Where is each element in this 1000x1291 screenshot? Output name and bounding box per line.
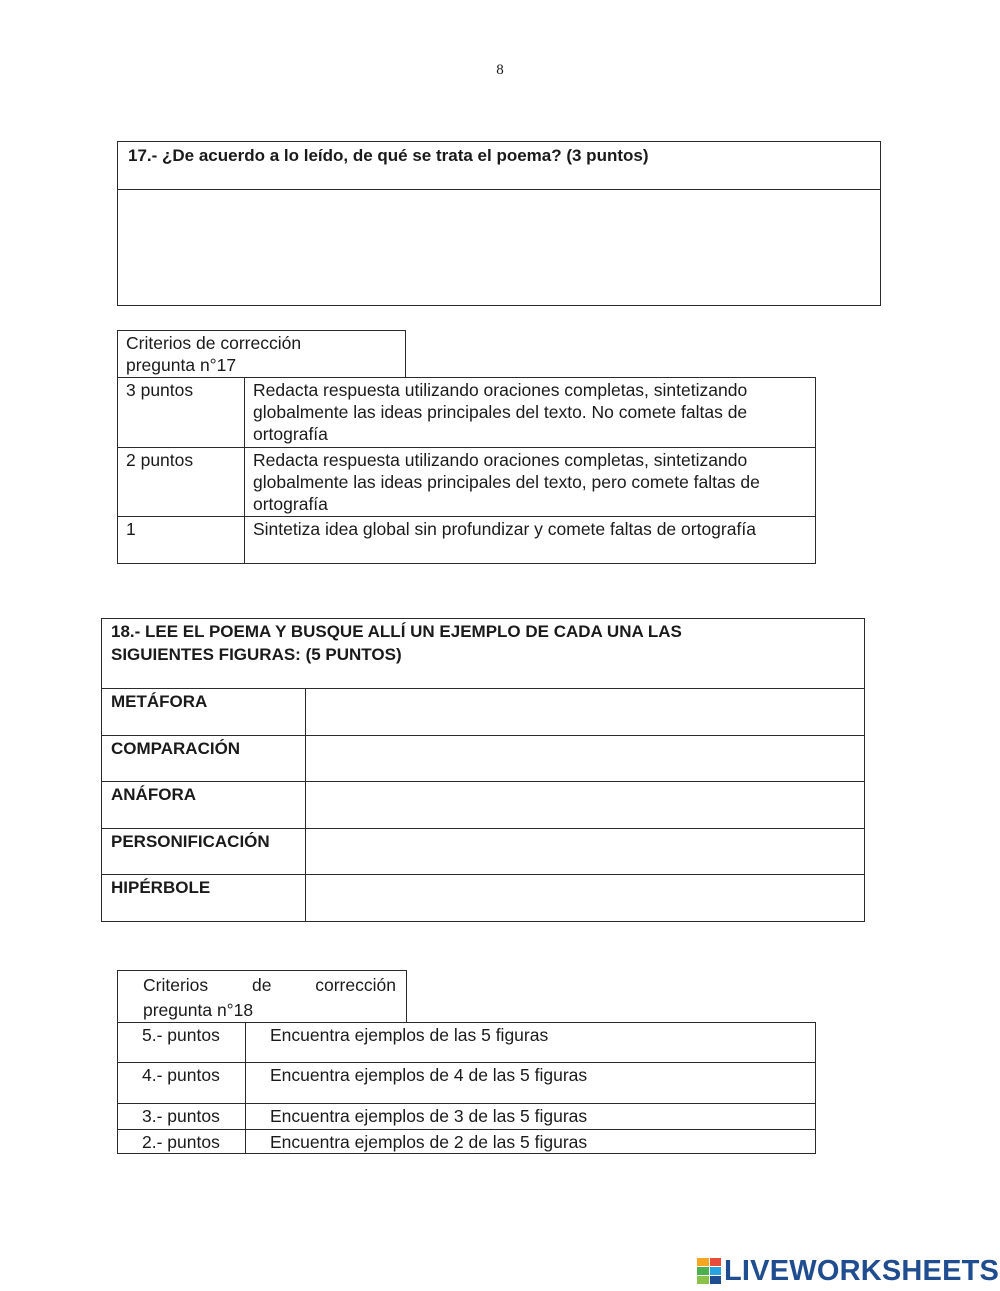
question-17-answer-field[interactable] <box>118 190 880 305</box>
table-row <box>118 517 816 564</box>
criteria-description: Encuentra ejemplos de 2 de las 5 figuras <box>246 1130 816 1154</box>
figure-answer-field[interactable] <box>306 689 865 736</box>
question-17-box <box>117 141 881 306</box>
figure-label-metafora: METÁFORA <box>102 689 306 736</box>
figure-answer-field[interactable] <box>306 736 865 782</box>
figure-label-personificacion: PERSONIFICACIÓN <box>102 829 306 875</box>
logo-block <box>697 1258 709 1266</box>
table-row <box>118 1063 816 1104</box>
criteria-description: Redacta respuesta utilizando oraciones completas, sintetizando globalmente las ideas principales del texto. No comete faltas de ortografía <box>245 378 816 448</box>
criteria-17-title <box>117 330 406 377</box>
figure-label-comparacion: COMPARACIÓN <box>102 736 306 782</box>
criteria-18-title-word: de <box>251 975 272 995</box>
criteria-score: 5.- puntos <box>118 1023 246 1063</box>
table-row <box>102 619 865 689</box>
logo-block <box>710 1276 722 1284</box>
figure-answer-field[interactable] <box>306 875 865 922</box>
page-number: 8 <box>496 62 504 78</box>
criteria-score: 2.- puntos <box>118 1130 246 1154</box>
figure-label-hiperbole: HIPÉRBOLE <box>102 875 306 922</box>
criteria-18-table <box>117 1022 816 1154</box>
liveworksheets-logo <box>697 1256 999 1286</box>
criteria-description: Encuentra ejemplos de 4 de las 5 figuras <box>246 1063 816 1104</box>
question-17-text: 17.- ¿De acuerdo a lo leído, de qué se trata el poema? (3 puntos) <box>118 142 880 190</box>
table-row <box>102 782 865 829</box>
logo-block <box>697 1267 709 1275</box>
criteria-score: 3.- puntos <box>118 1104 246 1130</box>
criteria-description: Encuentra ejemplos de 3 de las 5 figuras <box>246 1104 816 1130</box>
table-row <box>102 736 865 782</box>
criteria-17-title-line1: Criterios de corrección <box>126 333 302 353</box>
table-row <box>102 875 865 922</box>
liveworksheets-logo-icon <box>697 1258 721 1284</box>
criteria-18-title-word: corrección <box>315 975 396 995</box>
criteria-description: Encuentra ejemplos de las 5 figuras <box>246 1023 816 1063</box>
figure-label-anafora: ANÁFORA <box>102 782 306 829</box>
question-18-table <box>101 618 865 922</box>
criteria-description: Redacta respuesta utilizando oraciones completas, sintetizando globalmente las ideas principales del texto, pero comete faltas de ortografía <box>245 448 816 517</box>
logo-block <box>710 1258 722 1266</box>
criteria-17-table <box>117 377 816 564</box>
table-row <box>118 1130 816 1154</box>
criteria-score: 2 puntos <box>118 448 245 517</box>
question-18-line1: 18.- LEE EL POEMA Y BUSQUE ALLÍ UN EJEMPLO DE CADA UNA LAS <box>111 622 682 641</box>
criteria-score: 3 puntos <box>118 378 245 448</box>
figure-answer-field[interactable] <box>306 782 865 829</box>
table-row <box>102 689 865 736</box>
logo-block <box>710 1267 722 1275</box>
criteria-score: 1 <box>118 517 245 564</box>
criteria-18-title-word: Criterios <box>143 975 209 995</box>
figure-answer-field[interactable] <box>306 829 865 875</box>
question-18-text <box>102 619 865 689</box>
table-row <box>118 1104 816 1130</box>
criteria-description: Sintetiza idea global sin profundizar y comete faltas de ortografía <box>245 517 816 564</box>
table-row <box>118 448 816 517</box>
criteria-17-title-line2: pregunta n°17 <box>126 355 237 375</box>
question-18-line2: SIGUIENTES FIGURAS: (5 PUNTOS) <box>111 645 402 664</box>
liveworksheets-logo-text: LIVEWORKSHEETS <box>724 1254 1000 1287</box>
table-row <box>102 829 865 875</box>
criteria-score: 4.- puntos <box>118 1063 246 1104</box>
table-row <box>118 378 816 448</box>
table-row <box>118 1023 816 1063</box>
criteria-18-title-line2: pregunta n°18 <box>143 1000 254 1020</box>
logo-block <box>697 1276 709 1284</box>
criteria-18-title <box>117 970 407 1022</box>
